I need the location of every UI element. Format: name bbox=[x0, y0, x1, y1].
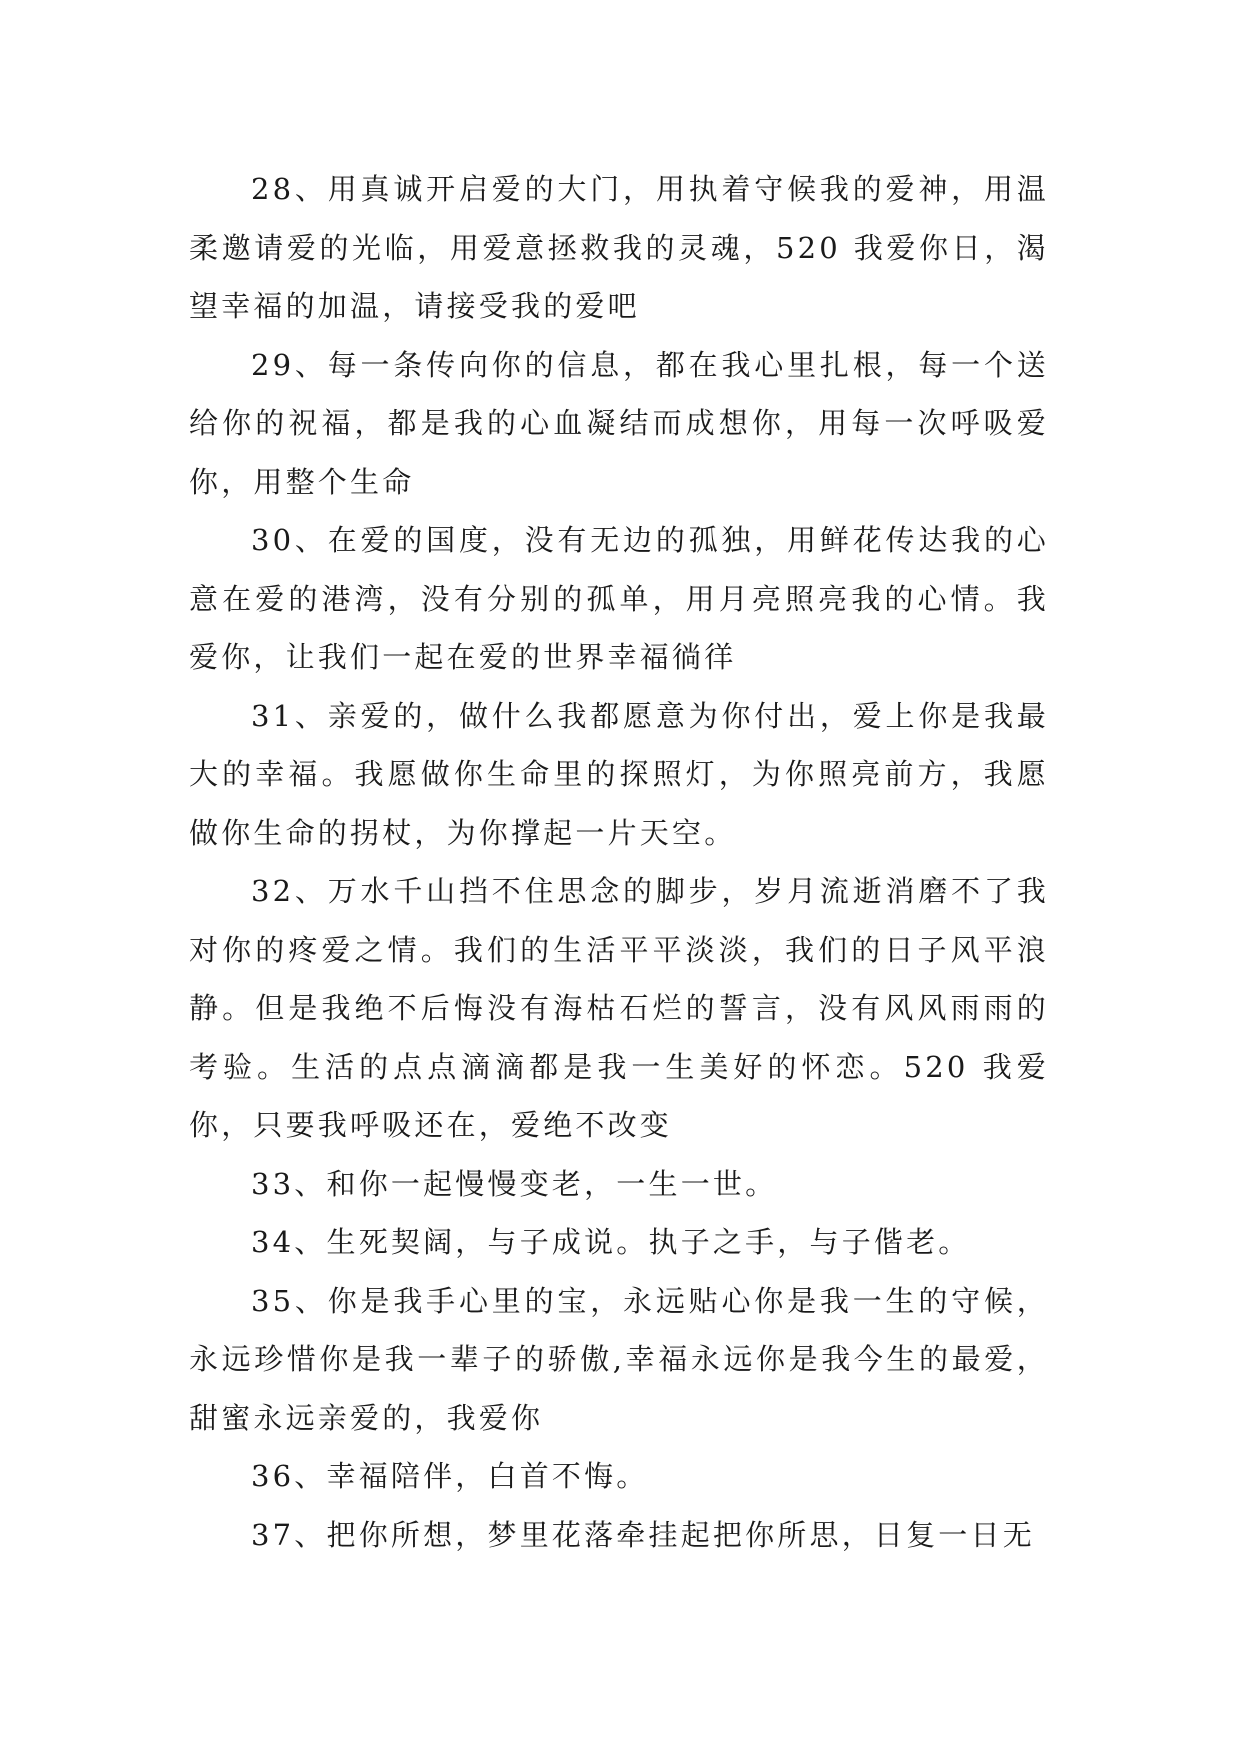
document-body bbox=[189, 160, 1049, 1564]
paragraph-37: 37、把你所想，梦里花落牵挂起把你所思，日复一日无 bbox=[251, 1517, 1035, 1552]
paragraph-34: 34、生死契阔，与子成说。执子之手，与子偕老。 bbox=[251, 1225, 971, 1259]
paragraph-36: 36、幸福陪伴，白首不悔。 bbox=[251, 1459, 649, 1493]
paragraph-35: 35、你是我手心里的宝，永远贴心你是我一生的守候，永远珍惜你是我一辈子的骄傲,幸福永远你是我今生的最爱，甜蜜永远亲爱的，我爱你 bbox=[189, 1283, 1049, 1435]
paragraph-33: 33、和你一起慢慢变老，一生一世。 bbox=[251, 1166, 778, 1201]
paragraph-31: 31、亲爱的，做什么我都愿意为你付出，爱上你是我最大的幸福。我愿做你生命里的探照灯，为你照亮前方，我愿做你生命的拐杖，为你撑起一片天空。 bbox=[189, 698, 1049, 850]
paragraph-28: 28、用真诚开启爱的大门，用执着守候我的爱神，用温柔邀请爱的光临，用爱意拯救我的灵魂，520 我爱你日，渴望幸福的加温，请接受我的爱吧 bbox=[189, 172, 1049, 323]
paragraph-32: 32、万水千山挡不住思念的脚步，岁月流逝消磨不了我对你的疼爱之情。我们的生活平平淡淡，我们的日子风平浪静。但是我绝不后悔没有海枯石烂的誓言，没有风风雨雨的考验。生活的点点滴滴都是我一生美好的怀恋。520 我爱你，只要我呼吸还在，爱绝不改变 bbox=[189, 874, 1049, 1142]
paragraph-29: 29、每一条传向你的信息，都在我心里扎根，每一个送给你的祝福，都是我的心血凝结而成想你，用每一次呼吸爱你，用整个生命 bbox=[189, 347, 1049, 499]
paragraph-30: 30、在爱的国度，没有无边的孤独，用鲜花传达我的心意在爱的港湾，没有分别的孤单，用月亮照亮我的心情。我爱你，让我们一起在爱的世界幸福徜徉 bbox=[189, 523, 1049, 674]
